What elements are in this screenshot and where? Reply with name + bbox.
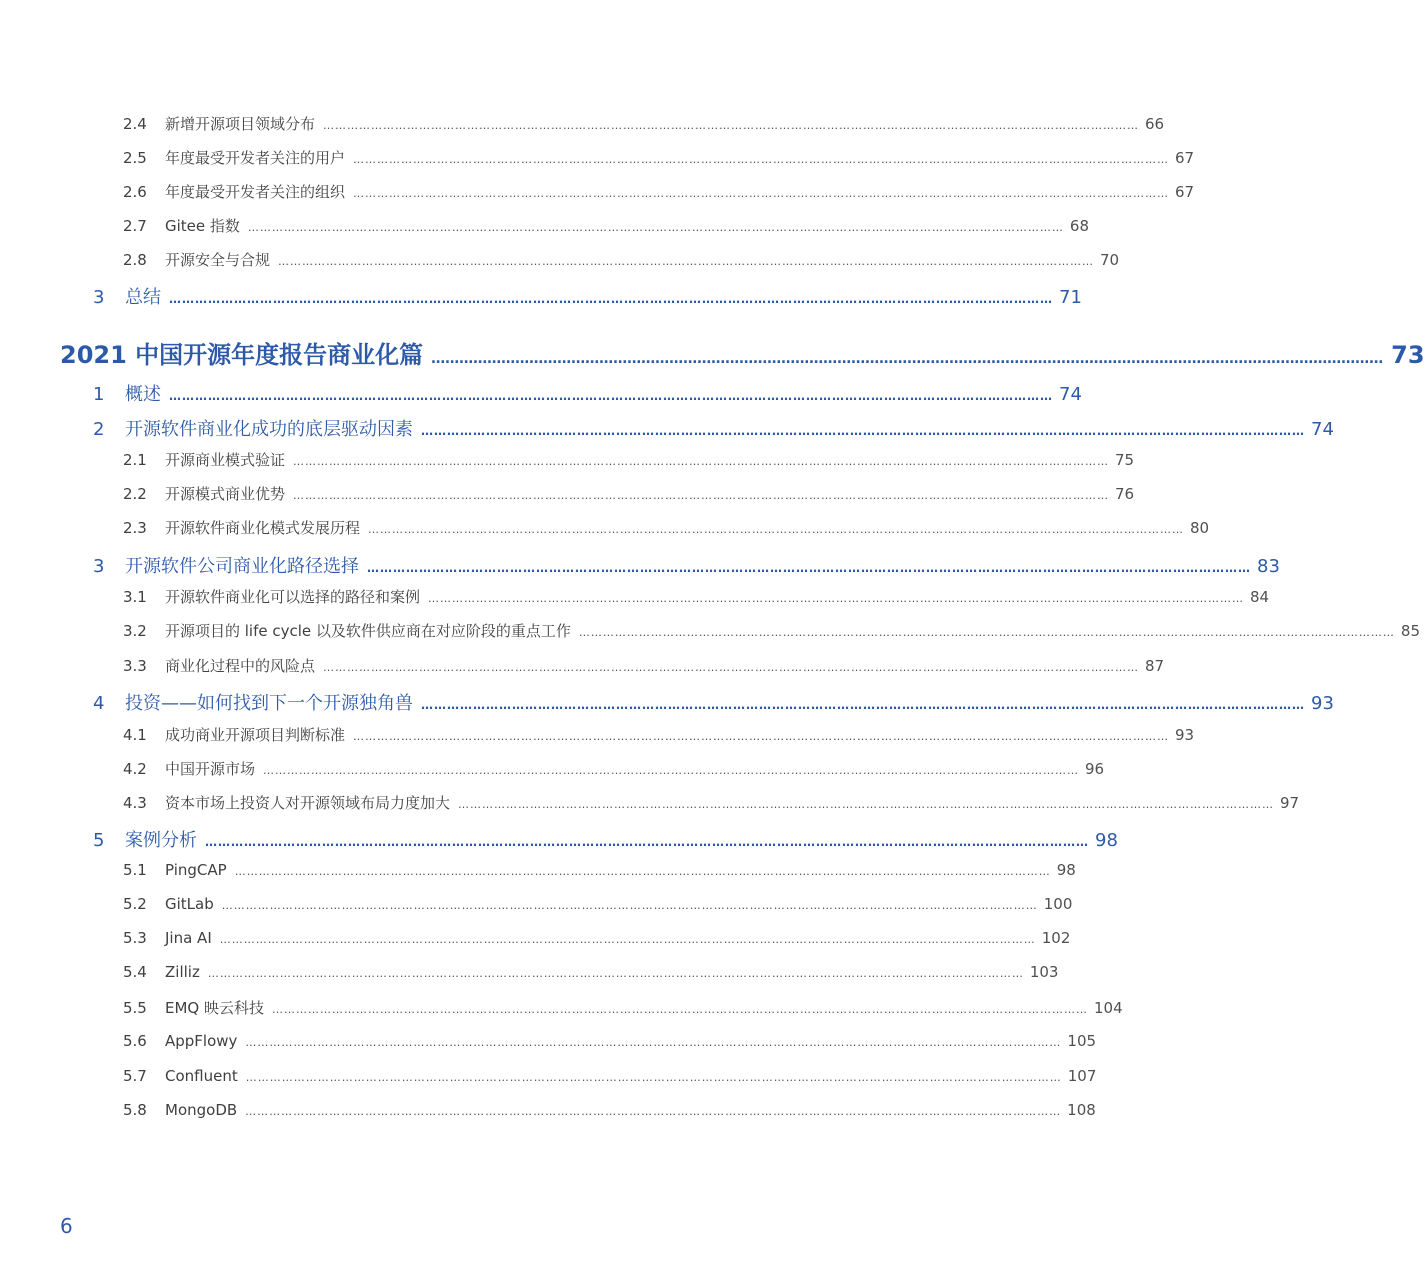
toc-entry-title: 总结 (125, 287, 161, 308)
toc-entry-2-6[interactable] (123, 181, 1195, 203)
dot-leader: …………………………………………………………………………………………………………………………………………………………………………………… (245, 1036, 1062, 1049)
toc-entry-page: 87 (1145, 657, 1165, 675)
toc-entry-title: 开源模式商业优势 (165, 485, 286, 503)
dot-leader: …………………………………………………………………………………………………………………………………………………………………………………… (221, 899, 1038, 912)
toc-entry-title: 开源软件商业化可以选择的路径和案例 (165, 588, 421, 606)
toc-entry-page: 73 (1391, 341, 1425, 369)
toc-entry-title: AppFlowy (165, 1032, 238, 1050)
toc-entry-number: 4.3 (123, 794, 147, 812)
toc-entry-title: 资本市场上投资人对开源领域布局力度加大 (165, 794, 451, 812)
toc-entry-5-1[interactable] (123, 861, 1076, 883)
toc-entry-3-2[interactable] (123, 620, 1421, 642)
toc-entry-page: 100 (1043, 895, 1073, 913)
toc-entry-page: 98 (1056, 861, 1076, 879)
toc-entry-number: 3 (93, 556, 105, 577)
toc-entry-page: 98 (1095, 830, 1118, 851)
toc-entry-number: 2.2 (123, 485, 147, 503)
toc-entry-number: 5.6 (123, 1032, 147, 1050)
toc-entry-5-3[interactable] (123, 929, 1071, 951)
toc-entry-number: 2.5 (123, 149, 147, 167)
toc-entry-number: 2.8 (123, 251, 147, 269)
toc-entry-3-1[interactable] (123, 586, 1270, 608)
toc-entry-number: 4.2 (123, 760, 147, 778)
toc-entry-title: 新增开源项目领域分布 (165, 115, 316, 133)
toc-entry-title: 案例分析 (125, 830, 197, 851)
dot-leader: …………………………………………………………………………………………………………………………………………………………………………………… (367, 561, 1251, 575)
toc-entry-title: 成功商业开源项目判断标准 (165, 726, 346, 744)
toc-entry-title: 开源商业模式验证 (165, 451, 286, 469)
toc-entry-page: 75 (1115, 451, 1135, 469)
toc-entry-number: 5.2 (123, 895, 147, 913)
toc-entry-2-1[interactable] (123, 449, 1135, 471)
toc-entry-page: 80 (1190, 519, 1210, 537)
toc-entry-number: 2.4 (123, 115, 147, 133)
toc-entry-number: 4 (93, 693, 105, 714)
dot-leader: …………………………………………………………………………………………………………………………………………………………………………………… (368, 523, 1185, 536)
toc-entry-number: 2.3 (123, 519, 147, 537)
dot-leader: …………………………………………………………………………………………………………………………………………………………………………………… (293, 455, 1110, 468)
toc-section-3-summary[interactable] (93, 283, 1082, 309)
toc-entry-page: 70 (1100, 251, 1120, 269)
toc-entry-title: 开源安全与合规 (165, 251, 271, 269)
toc-entry-page: 84 (1250, 588, 1270, 606)
toc-entry-page: 105 (1067, 1032, 1097, 1050)
dot-leader: …………………………………………………………………………………………………………………………………………………………………………………… (353, 730, 1170, 743)
dot-leader: …………………………………………………………………………………………………………………………………………………………………………………… (323, 661, 1140, 674)
toc-entry-number: 5.7 (123, 1067, 147, 1085)
dot-leader: …………………………………………………………………………………………………………………………………………………………………………………… (219, 933, 1036, 946)
toc-entry-number: 2 (93, 419, 105, 440)
toc-entry-number: 5.3 (123, 929, 147, 947)
dot-leader: …………………………………………………………………………………………………………………………………………………………………………………… (353, 153, 1170, 166)
toc-entry-title: 年度最受开发者关注的组织 (165, 183, 346, 201)
dot-leader: …………………………………………………………………………………………………………………………………………………………………………………… (207, 967, 1024, 980)
dot-leader: …………………………………………………………………………………………………………………………………………………………………………………… (458, 798, 1275, 811)
toc-entry-title: MongoDB (165, 1101, 238, 1119)
dot-leader: …………………………………………………………………………………………………………………………………………………………………………………… (263, 764, 1080, 777)
toc-section-1[interactable] (93, 380, 1082, 406)
toc-entry-title: EMQ 映云科技 (165, 999, 264, 1017)
toc-entry-2-8[interactable] (123, 249, 1120, 271)
toc-entry-page: 97 (1280, 794, 1300, 812)
toc-entry-page: 93 (1311, 693, 1334, 714)
toc-entry-page: 67 (1175, 183, 1195, 201)
toc-entry-title: 开源软件商业化成功的底层驱动因素 (125, 419, 413, 440)
toc-entry-4-2[interactable] (123, 758, 1105, 780)
dot-leader: …………………………………………………………………………………………………………………………………………………………………………………… (428, 592, 1245, 605)
toc-entry-5-8[interactable] (123, 1101, 1096, 1123)
toc-entry-title: 中国开源市场 (165, 760, 256, 778)
toc-entry-title: Jina AI (165, 929, 212, 947)
dot-leader: …………………………………………………………………………………………………………………………………………………………………………………… (169, 292, 1053, 306)
toc-entry-number: 5.5 (123, 999, 147, 1017)
dot-leader: …………………………………………………………………………………………………………………………………………………………………………………… (278, 255, 1095, 268)
dot-leader: …………………………………………………………………………………………………………………………………………………………………………………… (169, 389, 1053, 403)
toc-entry-title: GitLab (165, 895, 214, 913)
dot-leader: …………………………………………………………………………………………………………………………………………………………………………………… (293, 489, 1110, 502)
toc-entry-page: 71 (1059, 287, 1082, 308)
toc-entry-page: 76 (1115, 485, 1135, 503)
toc-entry-number: 3.2 (123, 622, 147, 640)
toc-entry-number: 3.3 (123, 657, 147, 675)
toc-part-title: 2021 中国开源年度报告商业化篇 (60, 341, 424, 369)
toc-entry-4-3[interactable] (123, 792, 1300, 814)
toc-entry-page: 85 (1400, 622, 1421, 640)
toc-entry-page: 93 (1175, 726, 1195, 744)
toc-entry-number: 5.1 (123, 861, 147, 879)
toc-entry-2-7[interactable] (123, 215, 1089, 237)
toc-entry-5-7[interactable] (123, 1067, 1097, 1089)
toc-entry-title: Zilliz (165, 963, 200, 981)
toc-entry-5-5[interactable] (123, 997, 1123, 1019)
toc-entry-page: 103 (1029, 963, 1059, 981)
toc-entry-number: 4.1 (123, 726, 147, 744)
toc-entry-page: 107 (1067, 1067, 1097, 1085)
toc-entry-page: 68 (1069, 217, 1089, 235)
toc-entry-2-4[interactable] (123, 113, 1165, 135)
toc-entry-3-3[interactable] (123, 655, 1165, 677)
dot-leader: …………………………………………………………………………………………………………………………………………………………………………………… (247, 221, 1064, 234)
page-number: 6 (60, 1214, 73, 1238)
dot-leader: …………………………………………………………………………………………………………………………………………………………………………………… (272, 1003, 1088, 1016)
toc-section-2[interactable] (93, 415, 1334, 441)
toc-section-5[interactable] (93, 826, 1118, 852)
toc-part-heading[interactable] (60, 335, 1425, 371)
toc-entry-title: 年度最受开发者关注的用户 (165, 149, 346, 167)
toc-entry-page: 108 (1067, 1101, 1096, 1119)
toc-entry-page: 104 (1094, 999, 1123, 1017)
dot-leader: …………………………………………………………………………………………………………………………………………………………………………………… (431, 351, 1384, 367)
toc-entry-page: 74 (1311, 419, 1334, 440)
toc-entry-page: 83 (1257, 556, 1280, 577)
toc-entry-title: Gitee 指数 (165, 217, 240, 235)
toc-entry-number: 3.1 (123, 588, 147, 606)
toc-entry-page: 74 (1059, 384, 1082, 405)
dot-leader: …………………………………………………………………………………………………………………………………………………………………………………… (245, 1071, 1062, 1084)
toc-entry-title: 开源软件商业化模式发展历程 (165, 519, 361, 537)
dot-leader: …………………………………………………………………………………………………………………………………………………………………………………… (205, 835, 1089, 849)
dot-leader: …………………………………………………………………………………………………………………………………………………………………………………… (323, 119, 1140, 132)
dot-leader: …………………………………………………………………………………………………………………………………………………………………………………… (234, 865, 1051, 878)
toc-entry-number: 5 (93, 830, 105, 851)
toc-entry-page: 96 (1085, 760, 1105, 778)
toc-entry-4-1[interactable] (123, 724, 1195, 746)
dot-leader: …………………………………………………………………………………………………………………………………………………………………………………… (578, 626, 1395, 639)
toc-entry-title: PingCAP (165, 861, 227, 879)
dot-leader: …………………………………………………………………………………………………………………………………………………………………………………… (353, 187, 1170, 200)
toc-entry-title: Confluent (165, 1067, 238, 1085)
toc-entry-number: 3 (93, 287, 105, 308)
toc-entry-page: 66 (1145, 115, 1165, 133)
toc-entry-number: 2.1 (123, 451, 147, 469)
toc-entry-title: 概述 (125, 384, 161, 405)
toc-entry-number: 5.4 (123, 963, 147, 981)
toc-entry-2-5[interactable] (123, 147, 1195, 169)
dot-leader: …………………………………………………………………………………………………………………………………………………………………………………… (421, 424, 1305, 438)
toc-entry-2-2[interactable] (123, 483, 1135, 505)
toc-entry-number: 2.7 (123, 217, 147, 235)
toc-entry-number: 2.6 (123, 183, 147, 201)
toc-entry-title: 开源软件公司商业化路径选择 (125, 556, 359, 577)
dot-leader: …………………………………………………………………………………………………………………………………………………………………………………… (245, 1105, 1062, 1118)
toc-entry-5-4[interactable] (123, 963, 1059, 985)
toc-entry-number: 5.8 (123, 1101, 147, 1119)
toc-entry-title: 商业化过程中的风险点 (165, 657, 316, 675)
toc-entry-page: 102 (1041, 929, 1071, 947)
toc-entry-5-2[interactable] (123, 895, 1073, 917)
toc-entry-page: 67 (1175, 149, 1195, 167)
toc-entry-title: 投资——如何找到下一个开源独角兽 (125, 693, 413, 714)
dot-leader: …………………………………………………………………………………………………………………………………………………………………………………… (421, 698, 1305, 712)
toc-entry-number: 1 (93, 384, 105, 405)
toc-section-3[interactable] (93, 552, 1280, 578)
toc-entry-2-3[interactable] (123, 517, 1210, 539)
toc-section-4[interactable] (93, 689, 1334, 715)
toc-entry-title: 开源项目的 life cycle 以及软件供应商在对应阶段的重点工作 (165, 622, 571, 640)
toc-entry-5-6[interactable] (123, 1032, 1097, 1054)
